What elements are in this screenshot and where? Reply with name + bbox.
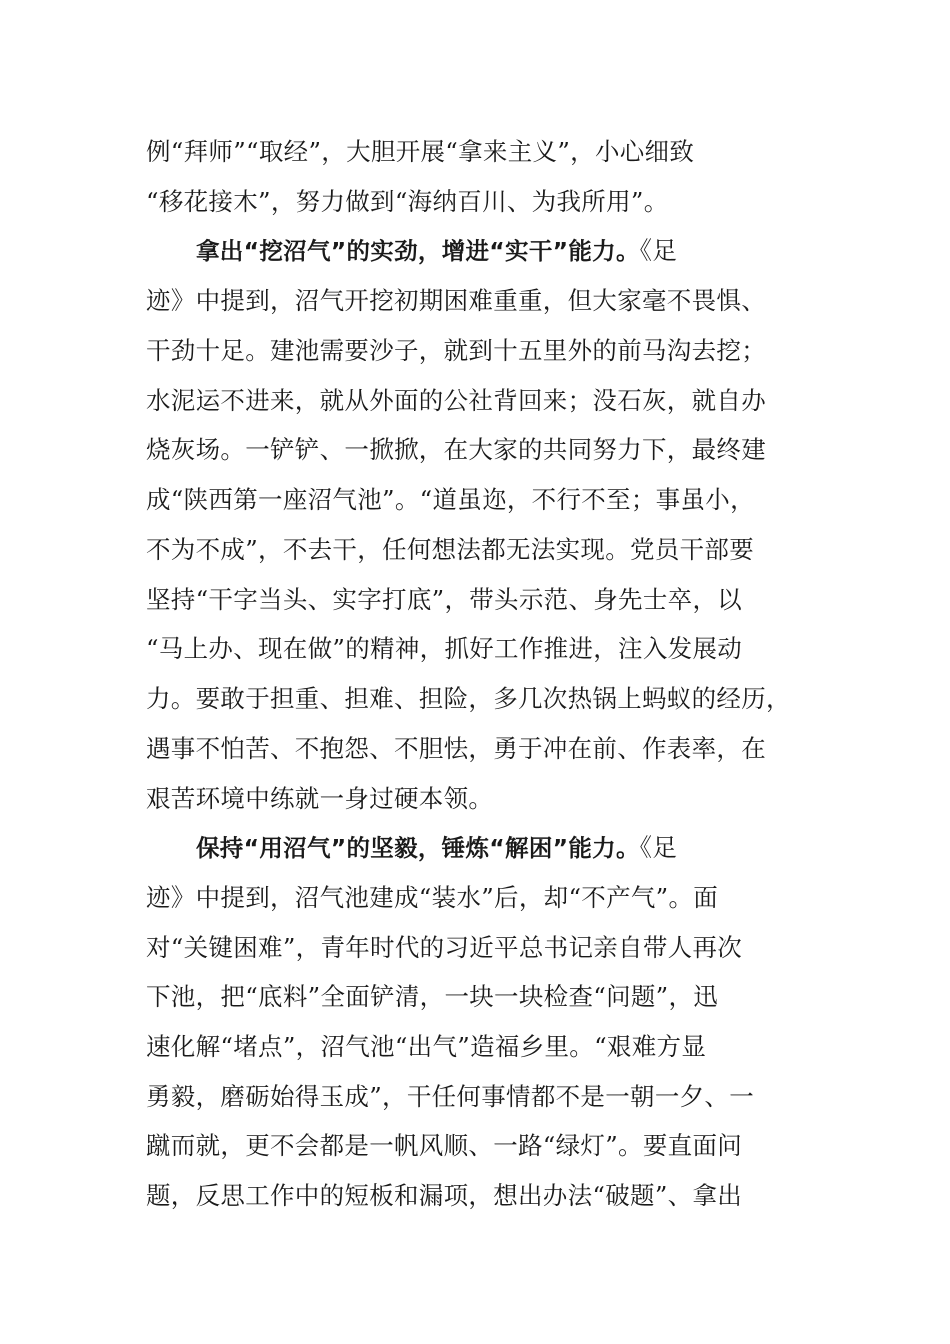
paragraph-heading: 拿出“挖沼气”的实劲，增进“实干”能力。 [196,237,640,265]
text-line: 不为不成”，不去干，任何想法都无法实现。党员干部要 [146,535,755,564]
text-line: 例“拜师”“取经”，大胆开展“拿来主义”，小心细致 [146,137,695,166]
paragraph-first-line [196,231,806,271]
paragraph-first-line [196,828,806,868]
text-line: 下池，把“底料”全面铲清，一块一块检查“问题”，迅 [146,982,719,1011]
text-line: 坚持“干字当头、实字打底”，带头示范、身先士卒，以 [146,585,743,614]
text-line: “移花接木”，努力做到“海纳百川、为我所用”。 [146,187,669,216]
text-line: 艰苦环境中练就一身过硬本领。 [146,784,494,813]
text-fragment: 《足 [639,833,678,862]
paragraph-heading: 保持“用沼气”的坚毅，锤炼“解困”能力。 [196,834,640,862]
text-line: 蹴而就，更不会都是一帆风顺、一路“绿灯”。要直面问 [146,1131,743,1160]
text-line: 遇事不怕苦、不抱怨、不胆怯，勇于冲在前、作表率，在 [146,734,766,763]
text-line: “马上办、现在做”的精神，抓好工作推进，注入发展动 [146,634,743,663]
text-line: 烧灰场。一铲铲、一掀掀，在大家的共同努力下，最终建 [146,435,766,464]
text-line: 对“关键困难”，青年时代的习近平总书记亲自带人再次 [146,933,743,962]
text-line: 水泥运不进来，就从外面的公社背回来；没石灰，就自办 [146,386,766,415]
text-line: 迹》中提到，沼气开挖初期困难重重，但大家毫不畏惧、 [146,286,766,315]
text-line: 迹》中提到，沼气池建成“装水”后，却“不产气”。面 [146,883,719,912]
text-fragment: 《足 [639,236,678,265]
text-line: 成“陕西第一座沼气池”。“道虽迩，不行不至；事虽小， [146,485,755,514]
text-line: 干劲十足。建池需要沙子，就到十五里外的前马沟去挖； [146,336,766,365]
text-line: 题，反思工作中的短板和漏项，想出办法“破题”、拿出 [146,1181,743,1210]
text-line: 力。要敢于担重、担难、担险，多几次热锅上蚂蚁的经历， [146,684,791,713]
text-line: 速化解“堵点”，沼气池“出气”造福乡里。“艰难方显 [146,1032,707,1061]
text-line: 勇毅，磨砺始得玉成”，干任何事情都不是一朝一夕、一 [146,1082,755,1111]
